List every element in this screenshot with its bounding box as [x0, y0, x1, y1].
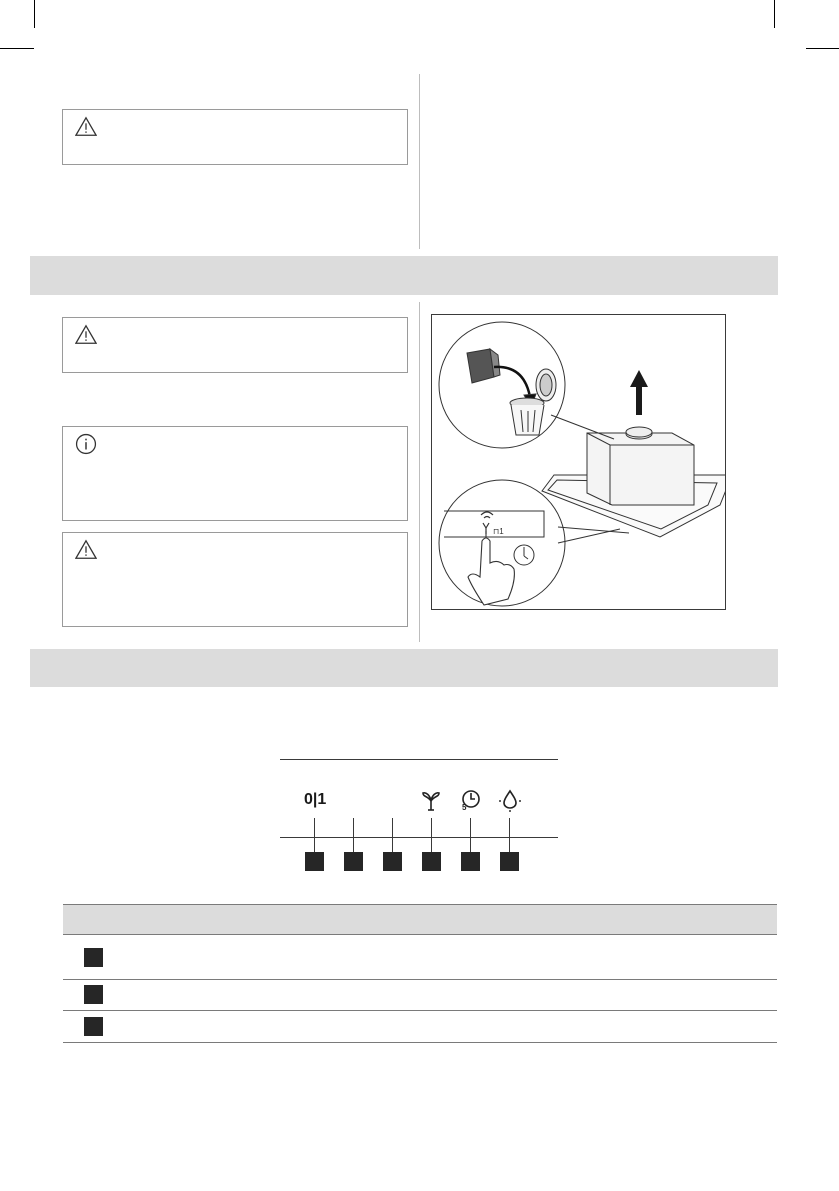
pointer-line-6: [509, 818, 510, 852]
pointer-line-3: [392, 818, 393, 852]
figure-illustration: [432, 315, 725, 609]
callout-marker-5: [461, 852, 480, 871]
callout-marker-2: [344, 852, 363, 871]
table-row: [63, 980, 777, 1011]
warning-box-top: [62, 109, 408, 165]
table-header: [63, 904, 777, 935]
warning-box-2: [62, 532, 408, 627]
info-circle-icon: [75, 433, 97, 455]
pointer-line-2: [353, 818, 354, 852]
light-icon: [498, 788, 522, 812]
crop-mark-top-left-v: [34, 0, 35, 28]
row-marker-2: [84, 985, 103, 1004]
callout-marker-3: [383, 852, 402, 871]
column-divider-top: [419, 74, 420, 249]
warning-triangle-icon: [75, 539, 97, 561]
table-row: [63, 1011, 777, 1043]
section-band-1: [30, 256, 778, 295]
table-row: [63, 935, 777, 980]
row-marker-3: [84, 1017, 103, 1036]
timer-icon: [458, 788, 482, 812]
up-arrow-icon: [630, 370, 648, 415]
filter-replacement-figure: [431, 314, 726, 610]
callout-marker-1: [305, 852, 324, 871]
warning-triangle-icon: [75, 324, 97, 346]
section-band-2: [30, 649, 778, 687]
clock-icon: [514, 545, 534, 565]
row-marker-1: [84, 948, 103, 967]
pointer-line-1: [314, 818, 315, 852]
hood-unit-icon: [542, 427, 725, 537]
crop-mark-top-right-v: [774, 0, 775, 28]
crop-mark-top-right-h: [806, 48, 839, 49]
warning-box-1: [62, 317, 408, 373]
control-panel-bottom-edge: [280, 837, 558, 838]
svg-text:⊓1: ⊓1: [493, 527, 504, 536]
power-toggle-icon: 0|1: [304, 791, 327, 808]
pointer-line-4: [431, 818, 432, 852]
pointer-line-5: [470, 818, 471, 852]
column-divider-middle: [419, 302, 420, 642]
info-box: [62, 426, 408, 521]
trash-bin-icon: [510, 398, 544, 435]
crop-mark-top-left-h: [0, 48, 34, 49]
callout-marker-4: [422, 852, 441, 871]
filter-callout: [439, 322, 614, 448]
control-panel-top-edge: [280, 759, 558, 760]
svg-text:5: 5: [462, 803, 467, 812]
warning-triangle-icon: [75, 116, 97, 138]
fan-icon: [419, 788, 443, 812]
callout-marker-6: [500, 852, 519, 871]
